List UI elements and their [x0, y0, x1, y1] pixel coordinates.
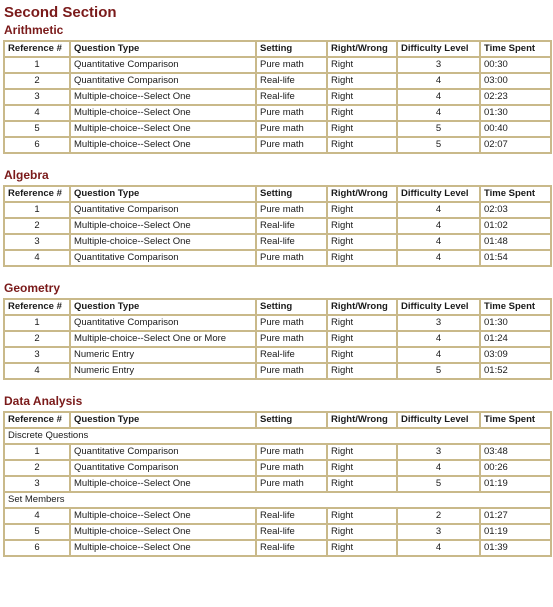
column-header: Time Spent: [480, 299, 551, 315]
table-cell: Quantitative Comparison: [70, 250, 256, 266]
table-cell: Multiple-choice--Select One: [70, 540, 256, 556]
table-cell: Real-life: [256, 524, 327, 540]
table-row: [4, 508, 551, 524]
table-cell: 02:23: [480, 89, 551, 105]
table-cell: Quantitative Comparison: [70, 315, 256, 331]
table-cell: 01:48: [480, 234, 551, 250]
table-cell: 3: [4, 234, 70, 250]
table-row: [4, 444, 551, 460]
table-cell: 4: [397, 202, 480, 218]
table-cell: Multiple-choice--Select One: [70, 476, 256, 492]
table-cell: Real-life: [256, 508, 327, 524]
table-cell: Multiple-choice--Select One: [70, 524, 256, 540]
column-header: Right/Wrong: [327, 412, 397, 428]
column-header: Setting: [256, 186, 327, 202]
table-cell: 03:00: [480, 73, 551, 89]
table-cell: 4: [4, 508, 70, 524]
table-cell: Multiple-choice--Select One: [70, 89, 256, 105]
column-header: Question Type: [70, 412, 256, 428]
table-cell: 00:40: [480, 121, 551, 137]
table-row: [4, 476, 551, 492]
column-header: Question Type: [70, 299, 256, 315]
table-cell: Pure math: [256, 460, 327, 476]
table-cell: 00:30: [480, 57, 551, 73]
column-header: Difficulty Level: [397, 412, 480, 428]
table-row: [4, 234, 551, 250]
table-row: [4, 331, 551, 347]
column-header: Right/Wrong: [327, 186, 397, 202]
table-cell: 4: [397, 89, 480, 105]
table-cell: Pure math: [256, 444, 327, 460]
results-table: [3, 40, 552, 154]
table-cell: 00:26: [480, 460, 551, 476]
table-cell: Pure math: [256, 331, 327, 347]
column-header: Time Spent: [480, 186, 551, 202]
table-cell: 3: [4, 476, 70, 492]
table-cell: Right: [327, 508, 397, 524]
table-row: [4, 524, 551, 540]
table-cell: Multiple-choice--Select One: [70, 218, 256, 234]
column-header: Reference #: [4, 186, 70, 202]
table-row: [4, 218, 551, 234]
table-cell: 1: [4, 444, 70, 460]
table-cell: 6: [4, 137, 70, 153]
table-cell: Right: [327, 460, 397, 476]
table-cell: Right: [327, 524, 397, 540]
table-cell: Multiple-choice--Select One or More: [70, 331, 256, 347]
table-row: [4, 202, 551, 218]
table-cell: 2: [4, 460, 70, 476]
table-cell: Pure math: [256, 121, 327, 137]
table-cell: Right: [327, 363, 397, 379]
table-cell: Right: [327, 89, 397, 105]
table-cell: Quantitative Comparison: [70, 202, 256, 218]
table-cell: Multiple-choice--Select One: [70, 508, 256, 524]
sections-container: [3, 23, 550, 557]
table-cell: 4: [397, 105, 480, 121]
table-cell: 3: [397, 315, 480, 331]
table-cell: Right: [327, 73, 397, 89]
table-cell: 2: [4, 331, 70, 347]
table-row: [4, 315, 551, 331]
table-cell: 3: [4, 347, 70, 363]
table-cell: 01:02: [480, 218, 551, 234]
header-row: [4, 186, 551, 202]
column-header: Reference #: [4, 41, 70, 57]
results-table: [3, 298, 552, 380]
table-cell: Right: [327, 540, 397, 556]
table-cell: 02:07: [480, 137, 551, 153]
table-cell: 01:54: [480, 250, 551, 266]
table-cell: Real-life: [256, 89, 327, 105]
table-row: [4, 73, 551, 89]
table-cell: 2: [4, 73, 70, 89]
table-cell: 01:30: [480, 105, 551, 121]
table-cell: 1: [4, 315, 70, 331]
table-row: [4, 89, 551, 105]
column-header: Difficulty Level: [397, 186, 480, 202]
table-cell: Pure math: [256, 202, 327, 218]
table-cell: 4: [397, 347, 480, 363]
table-cell: Real-life: [256, 234, 327, 250]
table-cell: 01:19: [480, 476, 551, 492]
table-cell: Multiple-choice--Select One: [70, 234, 256, 250]
table-cell: 5: [397, 476, 480, 492]
column-header: Setting: [256, 299, 327, 315]
table-cell: 02:03: [480, 202, 551, 218]
table-cell: 6: [4, 540, 70, 556]
table-cell: 4: [4, 105, 70, 121]
table-cell: 5: [397, 137, 480, 153]
section-title: Geometry: [4, 281, 61, 295]
table-cell: 5: [397, 363, 480, 379]
table-cell: Multiple-choice--Select One: [70, 137, 256, 153]
header-row: [4, 41, 551, 57]
table-cell: 3: [397, 524, 480, 540]
table-cell: Quantitative Comparison: [70, 57, 256, 73]
table-row: [4, 250, 551, 266]
table-cell: 01:52: [480, 363, 551, 379]
table-cell: Right: [327, 218, 397, 234]
column-header: Time Spent: [480, 412, 551, 428]
table-cell: 4: [4, 250, 70, 266]
table-cell: Quantitative Comparison: [70, 444, 256, 460]
table-cell: Right: [327, 476, 397, 492]
column-header: Setting: [256, 412, 327, 428]
section-0: [3, 23, 550, 154]
table-cell: 4: [397, 460, 480, 476]
header-row: [4, 412, 551, 428]
column-header: Setting: [256, 41, 327, 57]
section-title: Algebra: [4, 168, 49, 182]
table-cell: 03:09: [480, 347, 551, 363]
table-cell: Right: [327, 137, 397, 153]
table-cell: 5: [4, 121, 70, 137]
results-table: [3, 185, 552, 267]
group-label-row: [4, 428, 551, 444]
table-cell: 03:48: [480, 444, 551, 460]
column-header: Question Type: [70, 186, 256, 202]
table-cell: Right: [327, 121, 397, 137]
table-cell: 5: [4, 524, 70, 540]
table-cell: Pure math: [256, 57, 327, 73]
table-row: [4, 363, 551, 379]
table-cell: Right: [327, 57, 397, 73]
column-header: Reference #: [4, 412, 70, 428]
table-cell: Numeric Entry: [70, 347, 256, 363]
table-cell: 2: [397, 508, 480, 524]
table-cell: Pure math: [256, 476, 327, 492]
table-cell: 01:24: [480, 331, 551, 347]
table-cell: Pure math: [256, 363, 327, 379]
table-cell: 1: [4, 202, 70, 218]
table-cell: Multiple-choice--Select One: [70, 105, 256, 121]
table-cell: Right: [327, 444, 397, 460]
table-row: [4, 105, 551, 121]
column-header: Question Type: [70, 41, 256, 57]
table-cell: 01:19: [480, 524, 551, 540]
column-header: Right/Wrong: [327, 299, 397, 315]
table-cell: 01:30: [480, 315, 551, 331]
table-cell: Multiple-choice--Select One: [70, 121, 256, 137]
table-cell: Pure math: [256, 137, 327, 153]
section-title: Arithmetic: [4, 23, 64, 37]
table-cell: Numeric Entry: [70, 363, 256, 379]
section-1: [3, 168, 550, 267]
table-cell: Right: [327, 202, 397, 218]
table-row: [4, 347, 551, 363]
header-row: [4, 299, 551, 315]
table-cell: 3: [397, 57, 480, 73]
table-cell: 4: [397, 250, 480, 266]
table-cell: 4: [4, 363, 70, 379]
table-cell: 2: [4, 218, 70, 234]
group-label: Set Members: [4, 492, 551, 508]
table-row: [4, 137, 551, 153]
table-row: [4, 460, 551, 476]
table-cell: 3: [4, 89, 70, 105]
results-table: [3, 411, 552, 557]
column-header: Difficulty Level: [397, 299, 480, 315]
table-row: [4, 540, 551, 556]
column-header: Time Spent: [480, 41, 551, 57]
table-cell: 01:39: [480, 540, 551, 556]
column-header: Right/Wrong: [327, 41, 397, 57]
table-cell: Right: [327, 105, 397, 121]
column-header: Reference #: [4, 299, 70, 315]
table-row: [4, 57, 551, 73]
table-cell: 01:27: [480, 508, 551, 524]
table-cell: Right: [327, 331, 397, 347]
table-cell: Pure math: [256, 315, 327, 331]
table-cell: 4: [397, 73, 480, 89]
table-cell: Real-life: [256, 540, 327, 556]
column-header: Difficulty Level: [397, 41, 480, 57]
table-cell: 4: [397, 540, 480, 556]
table-cell: Pure math: [256, 105, 327, 121]
table-cell: 3: [397, 444, 480, 460]
page-title: Second Section: [4, 4, 117, 21]
section-2: [3, 281, 550, 380]
table-cell: Pure math: [256, 250, 327, 266]
table-cell: 4: [397, 331, 480, 347]
table-cell: Real-life: [256, 347, 327, 363]
table-cell: 5: [397, 121, 480, 137]
table-cell: Quantitative Comparison: [70, 460, 256, 476]
table-cell: Real-life: [256, 218, 327, 234]
section-3: [3, 394, 550, 557]
table-cell: Right: [327, 347, 397, 363]
table-row: [4, 121, 551, 137]
table-cell: 1: [4, 57, 70, 73]
table-cell: Right: [327, 250, 397, 266]
section-title: Data Analysis: [4, 394, 83, 408]
group-label: Discrete Questions: [4, 428, 551, 444]
table-cell: 4: [397, 218, 480, 234]
table-cell: Right: [327, 234, 397, 250]
table-cell: Real-life: [256, 73, 327, 89]
table-cell: Quantitative Comparison: [70, 73, 256, 89]
table-cell: 4: [397, 234, 480, 250]
group-label-row: [4, 492, 551, 508]
table-cell: Right: [327, 315, 397, 331]
